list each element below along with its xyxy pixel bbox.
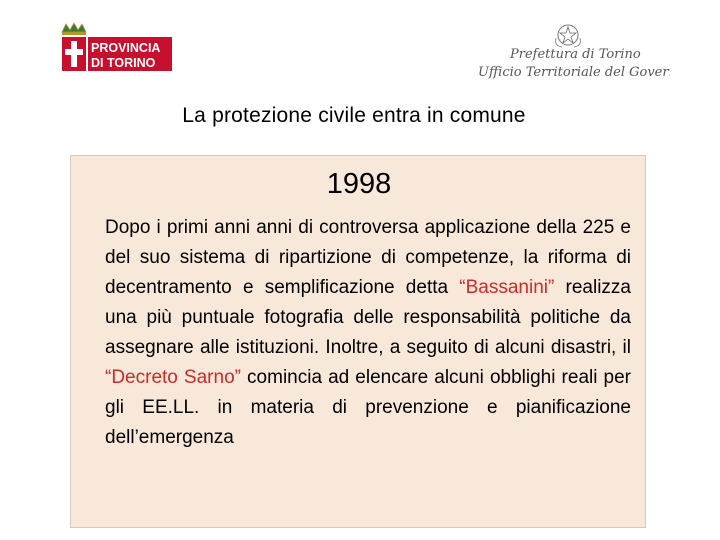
shield-cross-icon — [62, 37, 86, 71]
prefettura-text-line2: Ufficio Territoriale del Governo — [478, 65, 670, 80]
highlight-bassanini: “Bassanini” — [459, 277, 555, 298]
body-text-part1: Dopo i primi anni anni di controversa applicazione della 225 e del suo sistema di ripartizione di competenze, la riforma di decentramento e semplificazione detta — [105, 217, 631, 298]
prefettura-logo — [470, 22, 670, 84]
italian-emblem-icon — [556, 25, 581, 47]
crown-icon — [62, 23, 86, 35]
highlight-decreto-sarno: “Decreto Sarno” — [105, 367, 241, 388]
body-text-part2: realizza una più puntuale fotografia delle responsabilità politiche da assegnare alle istituzioni. Inoltre, a seguito di alcuni disastri, il — [105, 277, 631, 358]
logo-text-provincia: PROVINCIA — [91, 41, 161, 55]
prefettura-text-line1: Prefettura di Torino — [510, 47, 641, 62]
body-paragraph — [105, 213, 631, 453]
content-box — [70, 155, 646, 528]
body-text-part3: comincia ad elencare alcuni obblighi reali per gli EE.LL. in materia di prevenzione e pianificazione dell’emergenza — [105, 367, 631, 448]
provincia-di-torino-logo — [58, 22, 176, 78]
logo-text-di-torino: DI TORINO — [91, 56, 156, 70]
slide-title: La protezione civile entra in comune — [182, 104, 526, 127]
year-heading: 1998 — [326, 168, 392, 200]
